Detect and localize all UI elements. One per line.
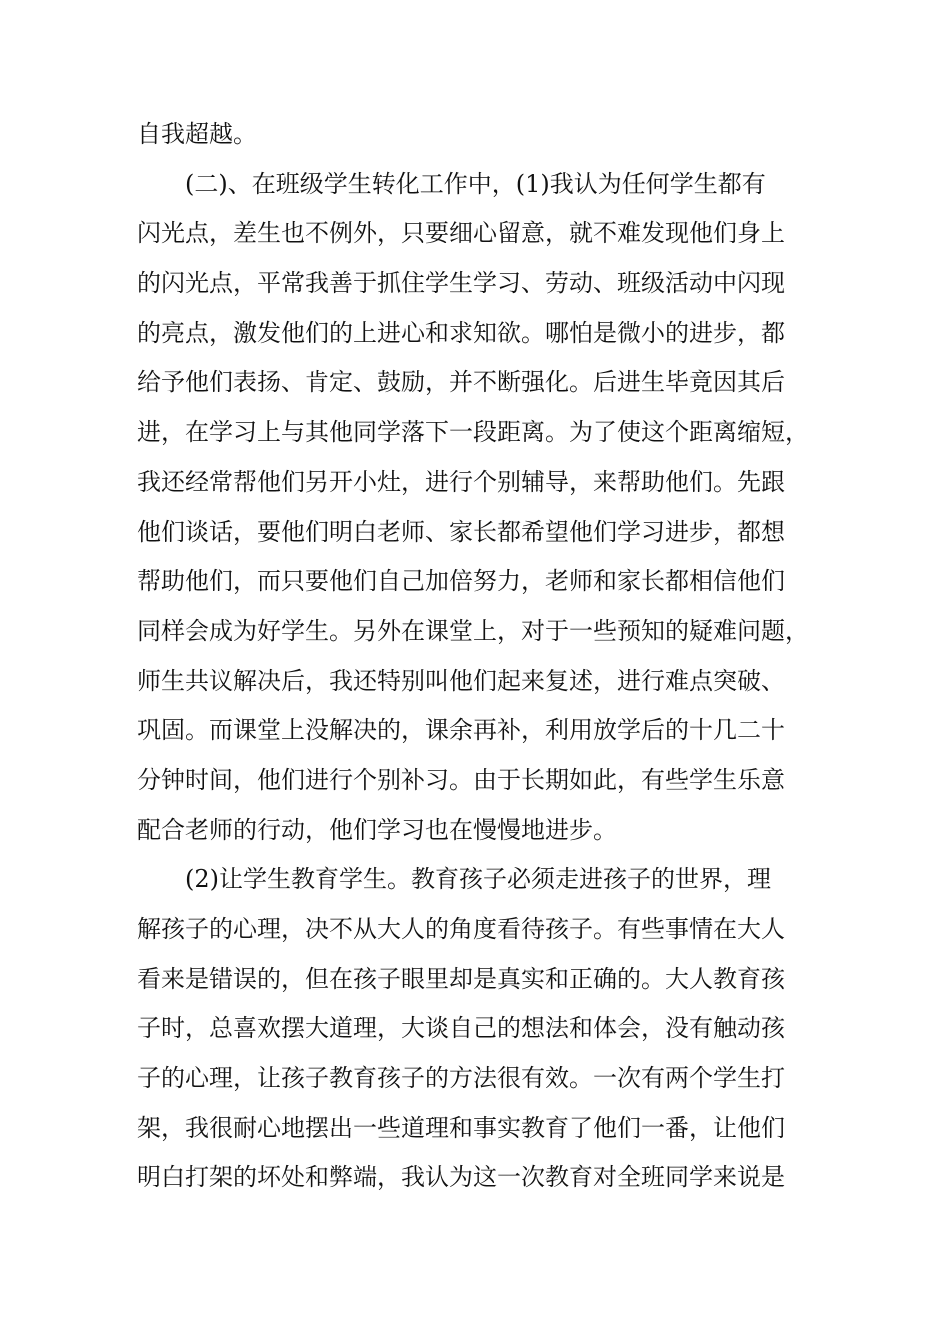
- text-line: 我还经常帮他们另开小灶，进行个别辅导，来帮助他们。先跟: [137, 467, 785, 496]
- text-line: 帮助他们，而只要他们自己加倍努力，老师和家长都相信他们: [137, 567, 785, 596]
- text-line: 他们谈话，要他们明白老师、家长都希望他们学习进步，都想: [137, 517, 785, 546]
- text-line-paragraph-start: (二)、在班级学生转化工作中，(1)我认为任何学生都有: [185, 169, 766, 198]
- text-line: 看来是错误的，但在孩子眼里却是真实和正确的。大人教育孩: [137, 964, 785, 993]
- text-line-paragraph-start: (2)让学生教育学生。教育孩子必须走进孩子的世界，理: [185, 865, 771, 894]
- text-line: 子时，总喜欢摆大道理，大谈自己的想法和体会，没有触动孩: [137, 1014, 785, 1043]
- text-line: 同样会成为好学生。另外在课堂上，对于一些预知的疑难问题，: [137, 616, 809, 645]
- text-line: 进，在学习上与其他同学落下一段距离。为了使这个距离缩短，: [137, 418, 809, 447]
- text-line: 给予他们表扬、肯定、鼓励，并不断强化。后进生毕竟因其后: [137, 368, 785, 397]
- text-line: 自我超越。: [137, 120, 257, 148]
- text-line: 分钟时间，他们进行个别补习。由于长期如此，有些学生乐意: [137, 765, 785, 794]
- text-line: 闪光点，差生也不例外，只要细心留意，就不难发现他们身上: [137, 219, 785, 248]
- text-line: 架，我很耐心地摆出一些道理和事实教育了他们一番，让他们: [137, 1113, 785, 1142]
- text-line: 巩固。而课堂上没解决的，课余再补，利用放学后的十几二十: [137, 716, 785, 745]
- text-line: 明白打架的坏处和弊端，我认为这一次教育对全班同学来说是: [137, 1163, 785, 1192]
- text-line: 配合老师的行动，他们学习也在慢慢地进步。: [137, 815, 617, 844]
- text-line: 的亮点，激发他们的上进心和求知欲。哪怕是微小的进步，都: [137, 318, 785, 347]
- text-line: 解孩子的心理，决不从大人的角度看待孩子。有些事情在大人: [137, 915, 785, 943]
- text-line: 子的心理，让孩子教育孩子的方法很有效。一次有两个学生打: [137, 1064, 785, 1093]
- text-line: 师生共议解决后，我还特别叫他们起来复述，进行难点突破、: [137, 666, 785, 695]
- body-text: [137, 110, 837, 1203]
- text-line: 的闪光点，平常我善于抓住学生学习、劳动、班级活动中闪现: [137, 269, 785, 298]
